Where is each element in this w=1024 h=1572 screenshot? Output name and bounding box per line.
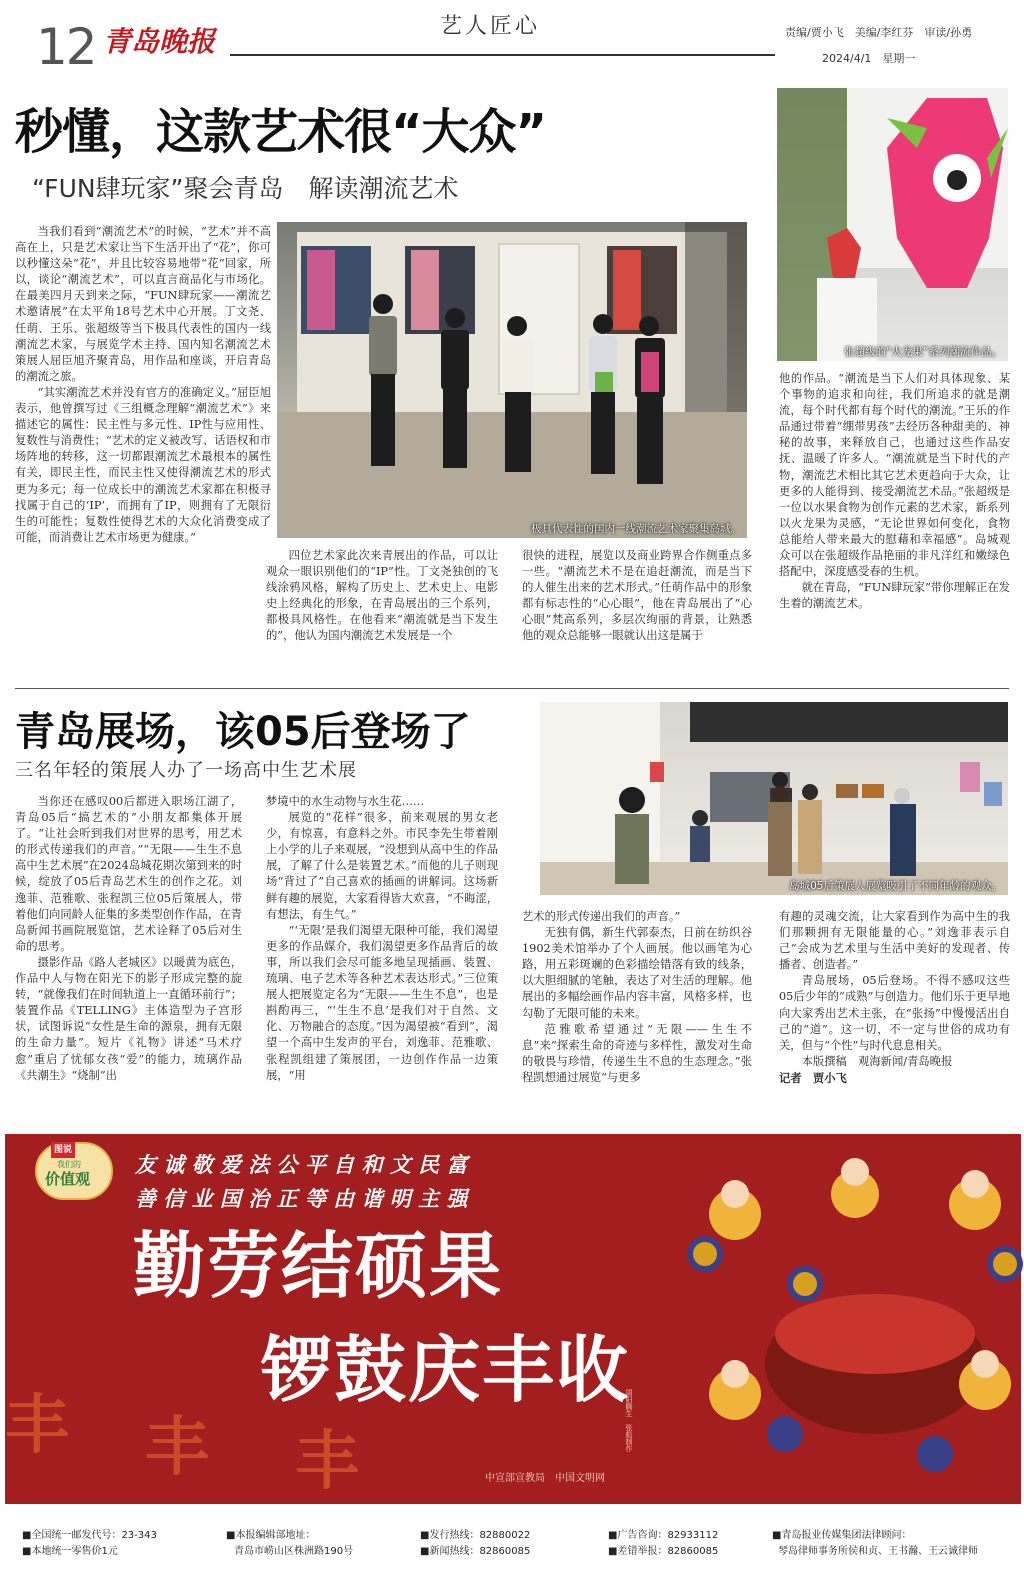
footer-price: ■本地统一零售价1元 (22, 1546, 118, 1557)
footer-distribution-hotline: ■发行热线：82880022 (420, 1530, 531, 1541)
badge-title: 价值观 (45, 1170, 91, 1188)
article2-column-3 (522, 909, 752, 1124)
slogan-line-2: 锣鼓庆丰收 (260, 1328, 631, 1412)
photo-caption: 岛城05后策展人展览吸引了不同年龄的观众。 (789, 879, 1002, 892)
byline: 本版撰稿 观海新闻/青岛晚报 (801, 1054, 953, 1068)
footer-postal-code: ■全国统一邮发代号：23-343 (22, 1530, 157, 1541)
dragonfruit-illustration (777, 88, 1008, 361)
article2-headline: 青岛展场，该05后登场了 (15, 709, 471, 755)
footer-address: 青岛市崂山区株洲路190号 (234, 1546, 354, 1557)
slogan-line-1: 勤劳结硕果 (133, 1224, 504, 1308)
reporter-byline: 记者 贾小飞 (779, 1070, 847, 1085)
drum-dancers-illustration (675, 1134, 1021, 1504)
artists-group-photo (277, 222, 747, 538)
core-values-line-1: 友 诚 敬 爱 法 公 平 自 和 文 民 富 (135, 1152, 468, 1177)
article2-column-2 (266, 794, 498, 1124)
paragraph: 四位艺术家此次来青展出的作品，可以让观众一眼识别他们的“IP”性。丁文尧独创的飞线涂鸦风格，解构了历史上、艺术史上、电影史上经典化的形象，在青岛展出的三个系列，都极具风格性。在他看来“潮流就是当下发生的”，他认为国内潮流艺术发展是一个 (266, 549, 498, 643)
values-badge (35, 1142, 113, 1200)
paragraph: 无独有偶，新生代郭泰杰，日前在纺织谷1902美术馆举办了个人画展。他以画笔为心路，用五彩斑斓的色彩描绘错落有致的线条，以大胆细腻的笔触，表达了对生活的理解。他展出的多幅绘画作品内容丰富，风格多样，也勾勒了无限可能的未来。 (522, 926, 752, 1020)
harvest-character: 丰 (145, 1410, 209, 1485)
paragraph: “‘无限’是我们渴望无限种可能，我们渴望更多的作品媒介，我们渴望更多作品背后的故事，所以我们会尽可能多地呈现插画、装置、琉璃、电子艺术等各种艺术表达形式。”三位策展人把展览定名为“无限——生生不息”，也是斟酌再三，“‘生生不息’是我们对于自然、文化、万物融合的态度。”因为渴望被“看到”，渴望一个高中生发声的平台，刘逸菲、范雅歌、张程凯组建了策展团，一边创作作品一边策展，“用 (266, 923, 498, 1082)
public-service-banner (5, 1134, 1021, 1504)
artist-credit: 周阳腾生 张彪制作 (625, 1389, 633, 1452)
paragraph: 艺术的形式传递出我们的声音。” (522, 910, 681, 923)
paragraph: 很快的进程，展览以及商业跨界合作侧重点多一些。“潮流艺术不是在追赶潮流，而是当下的人催生出来的艺术形式。”任萌作品中的形象都有标志性的“心心眼”，他在青岛展出了“心心眼”梵高系列，多层次绚丽的背景，让熟悉他的观众总能够一眼就认出这是属于 (522, 549, 752, 643)
section-title: 艺人匠心 (440, 14, 541, 39)
dragonfruit-artwork-photo (777, 88, 1008, 361)
article1-column-1 (15, 224, 271, 674)
paragraph: 展览的“花样”很多，前来观展的男女老少，有惊喜，有意料之外。市民李先生带着刚上小学的儿子来观展，“没想到从高中生的作品展，了解了什么是装置艺术。”而他的儿子则现场“背过了”自己喜欢的插画的讲解词。这场新鲜有趣的展览，大家看得皆大欢喜，“不晦涩，有想法，有生气。” (266, 811, 498, 921)
exhibition-illustration (540, 702, 1008, 895)
banner-credit: 中宣部宣教局 中国文明网 (485, 1473, 605, 1484)
footer-legal-counsel-label: ■青岛报业传媒集团法律顾问： (772, 1530, 912, 1541)
header-rule (230, 54, 775, 56)
footer-error-report: ■差错举报：82860085 (608, 1546, 719, 1557)
footer-ad-hotline: ■广告咨询：82933112 (608, 1530, 719, 1541)
photo-caption: 张超级的“火龙果”系列潮流作品。 (844, 345, 1002, 358)
core-values-line-2: 善 信 业 国 治 正 等 由 谐 明 主 强 (135, 1186, 468, 1211)
footer-address-label: ■本报编辑部地址： (226, 1530, 316, 1541)
article1-subheadline: “FUN肆玩家”聚会青岛 解读潮流艺术 (32, 174, 459, 203)
article1-column-2 (266, 548, 498, 676)
article2-subheadline: 三名年轻的策展人办了一场高中生艺术展 (15, 760, 357, 781)
badge-sub: 我们的 (57, 1160, 81, 1169)
article1-headline: 秒懂，这款艺术很“大众” (15, 104, 547, 160)
harvest-character: 丰 (5, 1388, 69, 1463)
paragraph: 摄影作品《路人老城区》以暖黄为底色，作品中人与物在阳光下的影子形成完整的旋转，“就像我们在时间轨道上一直循环前行”；装置作品《TELLING》主体造型为子宫形状，试图诉说“女性是生命的源泉，拥有无限的生命力量”。短片《礼物》讲述“马术疗愈”重启了忧郁女孩“爱”的能力，琉璃作品《共潮生》“烧制”出 (15, 955, 242, 1082)
harvest-character: 丰 (295, 1424, 359, 1499)
paragraph: “其实潮流艺术并没有官方的准确定义。”屈臣旭表示，他曾撰写过《三组概念理解“潮流艺术”》来描述它的属性：民主性与多元性、IP性与应用性、复数性与消费性；“艺术的定义被改写、话语权和市场阵地的转移，这一切都跟潮流艺术最根本的属性有关，即民主性，而民主性又使得潮流艺术的形式更为多元；每一位成长中的潮流艺术家都在积极寻找属于自己的‘IP’，而拥有了IP，则拥有了无限衍生的可能性；复数性使得艺术的大众化消费变成了可能，而消费让艺术市场更为健康。” (15, 385, 271, 544)
paragraph: 当你还在感叹00后都进入职场江湖了，青岛05后“搞艺术的”小朋友都集体开展了。“让社会听到我们对世界的思考，用艺术的形式传递我们的声音。”“无限——生生不息 高中生艺术展”在2024岛城花期次第到来的时候，绽放了05后青岛艺术生的创作之花。刘逸菲、范雅歌、张程凯三位05后策展人，带着他们向同龄人征集的多类型创作作品，在青岛新闻书画院展览馆，艺术诠释了05后对生命的思考。 (15, 795, 254, 953)
paragraph: 就在青岛，“FUN肆玩家”带你理解正在发生着的潮流艺术。 (779, 581, 1010, 611)
paragraph: 梦境中的水生动物与水生花…… (266, 795, 425, 808)
exhibition-hall-photo (540, 702, 1008, 895)
editors-credit: 责编/贾小飞 美编/李红芬 审读/孙勇 (785, 26, 973, 39)
paragraph: 范雅歌希望通过“无限——生生不息”来“探索生命的奇迹与多样性，激发对生命的敬畏与珍惜，传递生生不息的生态理念。”张程凯想通过展览“与更多 (522, 1022, 752, 1084)
footer-legal-counsel: 琴岛律师事务所侯和贞、王书瀚、王云诚律师 (778, 1546, 978, 1557)
paragraph: 他的作品。“潮流是当下人们对具体现象、某个事物的追求和向往，我们所追求的就是潮流，每个时代都有每个时代的潮流。”王乐的作品通过带着“绷带男孩”去经历各种甜美的、神秘的故事，来释放自己，也通过这些作品安抚、温暖了许多人。“潮流就是当下时代的产物，潮流艺术相比其它艺术更趋向于大众，让更多的人能得到、接受潮流艺术品。”张超级是一位以水果食物为创作元素的艺术家，新系列以火龙果为灵感，“无论世界如何变化，食物总能给人带来最大的慰藉和幸福感”。岛城观众可以在张超级作品艳丽的非凡洋红和嫩绿色搭配中，深度感受春的生机。 (779, 372, 1010, 579)
paragraph: 有趣的灵魂交流，让大家看到作为高中生的我们那颗拥有无限能量的心。”刘逸菲表示自己“会成为艺术里与生活中美好的发现者、传播者、创造者。” (779, 910, 1010, 972)
footer-info (0, 1520, 1024, 1572)
artists-group-illustration (277, 222, 747, 538)
page-number: 12 (36, 18, 96, 76)
article2-column-4 (779, 909, 1010, 1124)
photo-caption: 极具代表性的国内一线潮流艺术家聚集岛城。 (531, 522, 741, 535)
badge-label: 图说 (51, 1142, 75, 1158)
paper-logo: 青岛晚报 (103, 25, 216, 58)
article2-column-1 (15, 794, 254, 1124)
issue-date: 2024/4/1 星期一 (822, 52, 916, 65)
footer-news-hotline: ■新闻热线：82860085 (420, 1546, 531, 1557)
article1-column-3 (522, 548, 752, 676)
paragraph: 青岛展场，05后登场。不得不感叹这些05后少年的“成熟”与创造力。他们乐于更早地向大家秀出艺术主张，在“张扬”中慢慢活出自己的“道”。这一切，不一定与世俗的成功有关，但与“个性”与时代息息相关。 (779, 974, 1010, 1052)
article1-column-4 (779, 371, 1010, 677)
paragraph: 当我们看到“潮流艺术”的时候，“艺术”并不高高在上，只是艺术家让当下生活开出了“花”，你可以秒懂这朵“花”，并且比较容易地带“花”回家，所以，谈论“潮流艺术”，可以直言商品化与市场化。在最美四月天到来之际，“FUN肆玩家——潮流艺术邀请展”在太平角18号艺术中心开展。丁文尧、任萌、王乐、张超级等当下极具代表性的国内一线潮流艺术家，与展览学术主持、国内知名潮流艺术策展人屈臣旭齐聚青岛，用作品和座谈，开启青岛的潮流之旅。 (15, 225, 271, 383)
article-divider (15, 688, 1009, 689)
